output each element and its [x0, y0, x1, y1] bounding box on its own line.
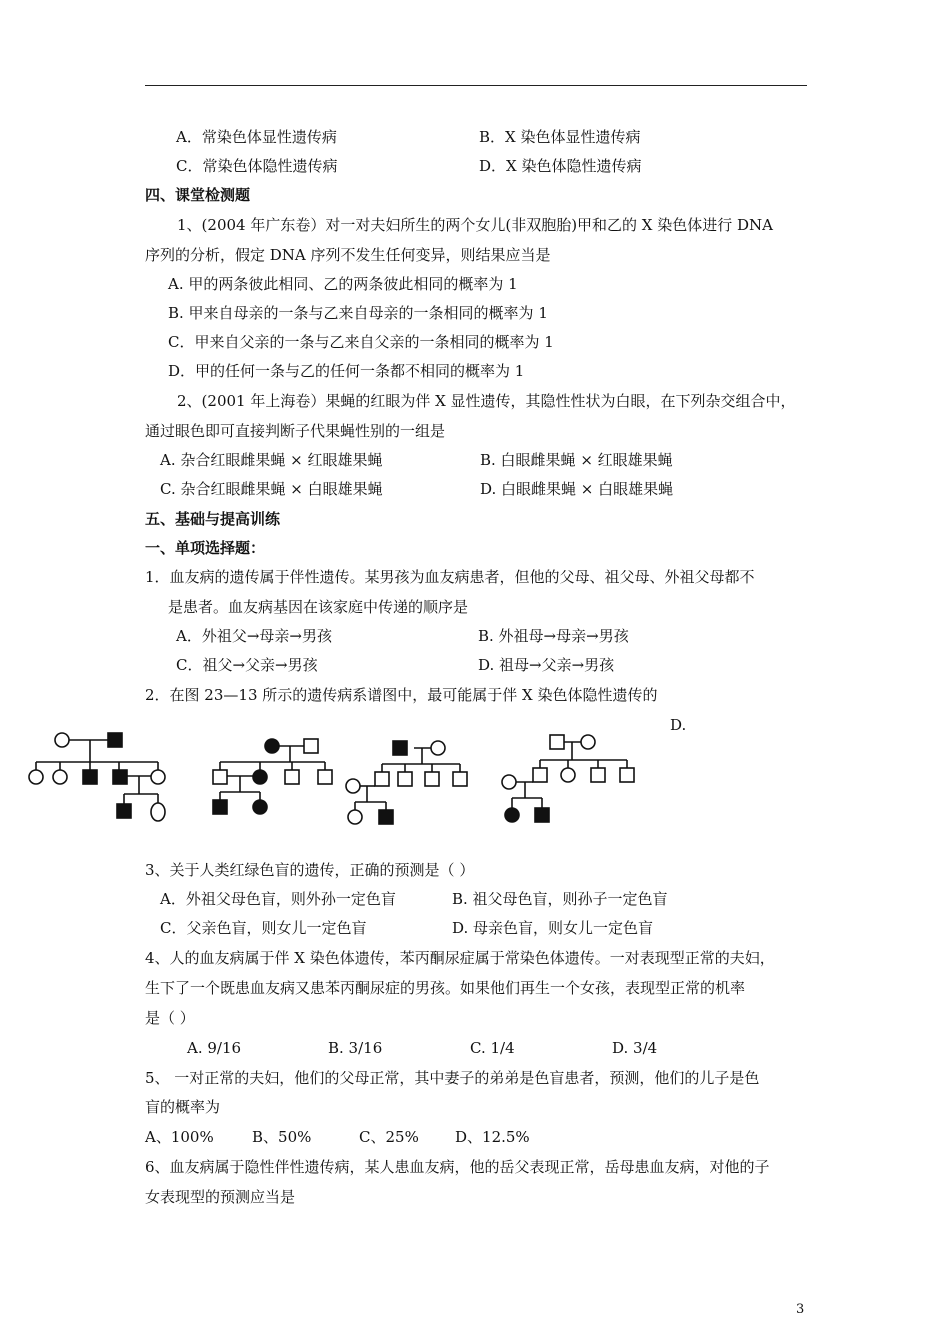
q2-option-d: D. 白眼雌果蝇 × 白眼雄果蝇 — [480, 480, 674, 498]
prev-option-a: A．常染色体显性遗传病 — [176, 128, 337, 146]
s4-option-b: B. 3/16 — [328, 1039, 383, 1057]
s6-stem-2: 女表现型的预测应当是 — [145, 1188, 296, 1206]
q1-stem-1: 1、(2004 年广东卷）对一对夫妇所生的两个女儿(非双胞胎)甲和乙的 X 染色体进行 DNA — [177, 216, 774, 234]
q2-stem-2: 通过眼色即可直接判断子代果蝇性别的一组是 — [145, 422, 446, 440]
s3-option-d: D. 母亲色盲，则女儿一定色盲 — [452, 919, 654, 937]
pedigree-c — [346, 741, 467, 824]
s2-stem-1: 2．在图 23—13 所示的遗传病系谱图中，最可能属于伴 X 染色体隐性遗传的 — [145, 686, 658, 704]
header-rule — [145, 85, 807, 86]
s5-option-d: D、12.5% — [455, 1128, 530, 1146]
s1-option-b: B. 外祖母→母亲→男孩 — [478, 627, 629, 645]
page-number: 3 — [796, 1302, 805, 1317]
s3-option-a: A．外祖父母色盲，则外孙一定色盲 — [160, 890, 396, 908]
s4-option-d: D. 3/4 — [612, 1039, 658, 1057]
subsection-1-title: 一、单项选择题： — [145, 539, 266, 557]
s6-stem-1: 6、血友病属于隐性伴性遗传病，某人患血友病，他的岳父表现正常，岳母患血友病，对他的子 — [145, 1158, 770, 1176]
s1-option-a: A．外祖父→母亲→男孩 — [176, 627, 332, 645]
s4-stem-3: 是（ ） — [145, 1009, 195, 1027]
s5-stem-2: 盲的概率为 — [145, 1098, 221, 1116]
s4-stem-1: 4、人的血友病属于伴 X 染色体遗传，苯丙酮尿症属于常染色体遗传。一对表现型正常的夫妇， — [145, 949, 775, 967]
s3-option-b: B. 祖父母色盲，则孙子一定色盲 — [452, 890, 668, 908]
q2-option-a: A. 杂合红眼雌果蝇 × 红眼雄果蝇 — [160, 451, 383, 469]
prev-option-c: C．常染色体隐性遗传病 — [176, 157, 338, 175]
s5-option-b: B、50% — [252, 1128, 312, 1146]
q2-option-c: C. 杂合红眼雌果蝇 × 白眼雄果蝇 — [160, 480, 383, 498]
q1-option-d: D．甲的任何一条与乙的任何一条都不相同的概率为 1 — [168, 362, 525, 380]
s4-option-c: C. 1/4 — [470, 1039, 515, 1057]
pedigree-d — [502, 735, 634, 822]
section-4-title: 四、课堂检测题 — [145, 186, 251, 204]
s1-stem-2: 是患者。血友病基因在该家庭中传递的顺序是 — [168, 598, 469, 616]
q1-option-c: C．甲来自父亲的一条与乙来自父亲的一条相同的概率为 1 — [168, 333, 554, 351]
s4-stem-2: 生下了一个既患血友病又患苯丙酮尿症的男孩。如果他们再生一个女孩，表现型正常的机率 — [145, 979, 746, 997]
prev-option-d: D．X 染色体隐性遗传病 — [479, 157, 642, 175]
s5-stem-1: 5、 一对正常的夫妇，他们的父母正常，其中妻子的弟弟是色盲患者，预测，他们的儿子是色 — [145, 1069, 760, 1087]
q1-option-a: A. 甲的两条彼此相同、乙的两条彼此相同的概率为 1 — [168, 275, 518, 293]
s5-option-c: C、25% — [359, 1128, 419, 1146]
prev-option-b: B．X 染色体显性遗传病 — [479, 128, 641, 146]
q2-option-b: B. 白眼雌果蝇 × 红眼雄果蝇 — [480, 451, 673, 469]
s1-option-d: D. 祖母→父亲→男孩 — [478, 656, 615, 674]
s1-option-c: C．祖父→父亲→男孩 — [176, 656, 318, 674]
pedigree-b — [213, 739, 332, 814]
s2-label-d: D. — [670, 716, 687, 734]
s4-option-a: A. 9/16 — [187, 1039, 242, 1057]
q1-stem-2: 序列的分析，假定 DNA 序列不发生任何变异，则结果应当是 — [145, 246, 551, 264]
pedigree-figure — [20, 728, 660, 838]
s3-stem-1: 3、关于人类红绿色盲的遗传，正确的预测是（ ） — [145, 861, 475, 879]
section-5-title: 五、基础与提高训练 — [145, 510, 281, 528]
pedigree-a — [29, 733, 165, 821]
q2-stem-1: 2、(2001 年上海卷）果蝇的红眼为伴 X 显性遗传，其隐性性状为白眼，在下列杂交组合中， — [177, 392, 796, 410]
s3-option-c: C．父亲色盲，则女儿一定色盲 — [160, 919, 367, 937]
q1-option-b: B. 甲来自母亲的一条与乙来自母亲的一条相同的概率为 1 — [168, 304, 548, 322]
s1-stem-1: 1．血友病的遗传属于伴性遗传。某男孩为血友病患者，但他的父母、祖父母、外祖父母都不 — [145, 568, 755, 586]
s5-option-a: A、100% — [145, 1128, 214, 1146]
